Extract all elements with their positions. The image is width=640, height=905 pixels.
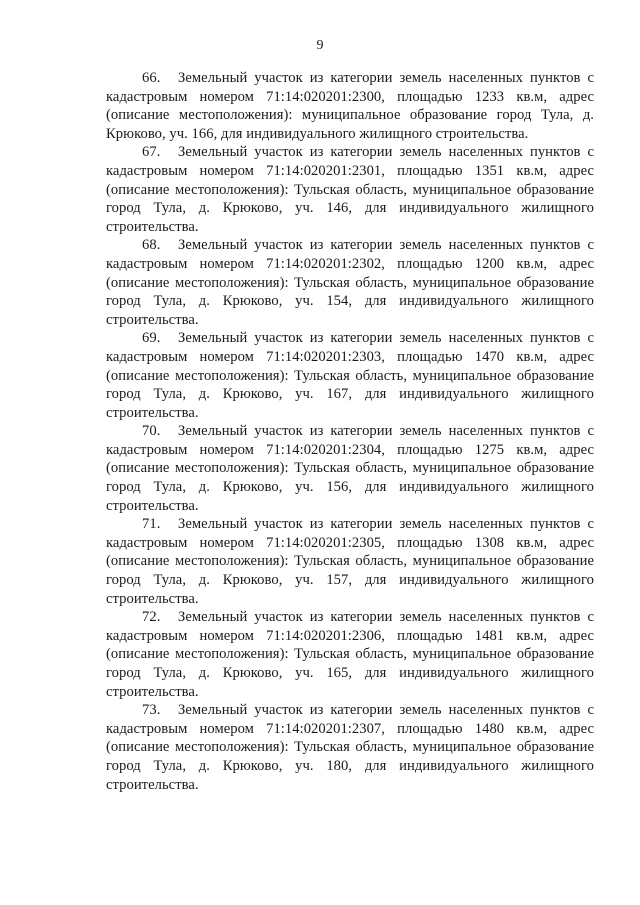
entry-number: 69. [142, 330, 161, 347]
entry-number: 67. [142, 144, 161, 161]
land-plot-entry [106, 515, 594, 608]
entry-text: Земельный участок из категории земель населенных пунктов с кадастровым номером 71:14:020201:2303, площадью 1470 кв.м, адрес (описание местоположения): Тульская область, муниципальное образование город Тула, д. Крюково, уч. 167, для индивидуального жилищного строительства. [106, 330, 594, 421]
entry-text: Земельный участок из категории земель населенных пунктов с кадастровым номером 71:14:020201:2304, площадью 1275 кв.м, адрес (описание местоположения): Тульская область, муниципальное образование город Тула, д. Крюково, уч. 156, для индивидуального жилищного строительства. [106, 423, 594, 514]
land-plot-entry [106, 69, 594, 143]
entry-text: Земельный участок из категории земель населенных пунктов с кадастровым номером 71:14:020201:2306, площадью 1481 кв.м, адрес (описание местоположения): Тульская область, муниципальное образование город Тула, д. Крюково, уч. 165, для индивидуального жилищного строительства. [106, 609, 594, 700]
entry-number: 68. [142, 237, 161, 254]
land-plot-entry [106, 422, 594, 515]
page-number: 9 [316, 38, 324, 53]
land-plot-entry [106, 701, 594, 794]
entry-text: Земельный участок из категории земель населенных пунктов с кадастровым номером 71:14:020201:2300, площадью 1233 кв.м, адрес (описание местоположения): муниципальное образование город Тула, д. Крюково, уч. 166, для индивидуального жилищного строительства. [106, 70, 594, 142]
land-plot-entry [106, 608, 594, 701]
entry-number: 72. [142, 609, 161, 626]
document-body [106, 69, 594, 794]
entry-number: 71. [142, 516, 161, 533]
entry-number: 73. [142, 702, 161, 719]
entry-text: Земельный участок из категории земель населенных пунктов с кадастровым номером 71:14:020201:2305, площадью 1308 кв.м, адрес (описание местоположения): Тульская область, муниципальное образование город Тула, д. Крюково, уч. 157, для индивидуального жилищного строительства. [106, 516, 594, 607]
land-plot-entry [106, 329, 594, 422]
entry-number: 66. [142, 70, 161, 86]
land-plot-entry [106, 143, 594, 236]
land-plot-entry [106, 236, 594, 329]
entry-text: Земельный участок из категории земель населенных пунктов с кадастровым номером 71:14:020201:2307, площадью 1480 кв.м, адрес (описание местоположения): Тульская область, муниципальное образование город Тула, д. Крюково, уч. 180, для индивидуального жилищного строительства. [106, 702, 594, 793]
entry-text: Земельный участок из категории земель населенных пунктов с кадастровым номером 71:14:020201:2301, площадью 1351 кв.м, адрес (описание местоположения): Тульская область, муниципальное образование город Тула, д. Крюково, уч. 146, для индивидуального жилищного строительства. [106, 144, 594, 235]
entry-text: Земельный участок из категории земель населенных пунктов с кадастровым номером 71:14:020201:2302, площадью 1200 кв.м, адрес (описание местоположения): Тульская область, муниципальное образование город Тула, д. Крюково, уч. 154, для индивидуального жилищного строительства. [106, 237, 594, 328]
entry-number: 70. [142, 423, 161, 440]
